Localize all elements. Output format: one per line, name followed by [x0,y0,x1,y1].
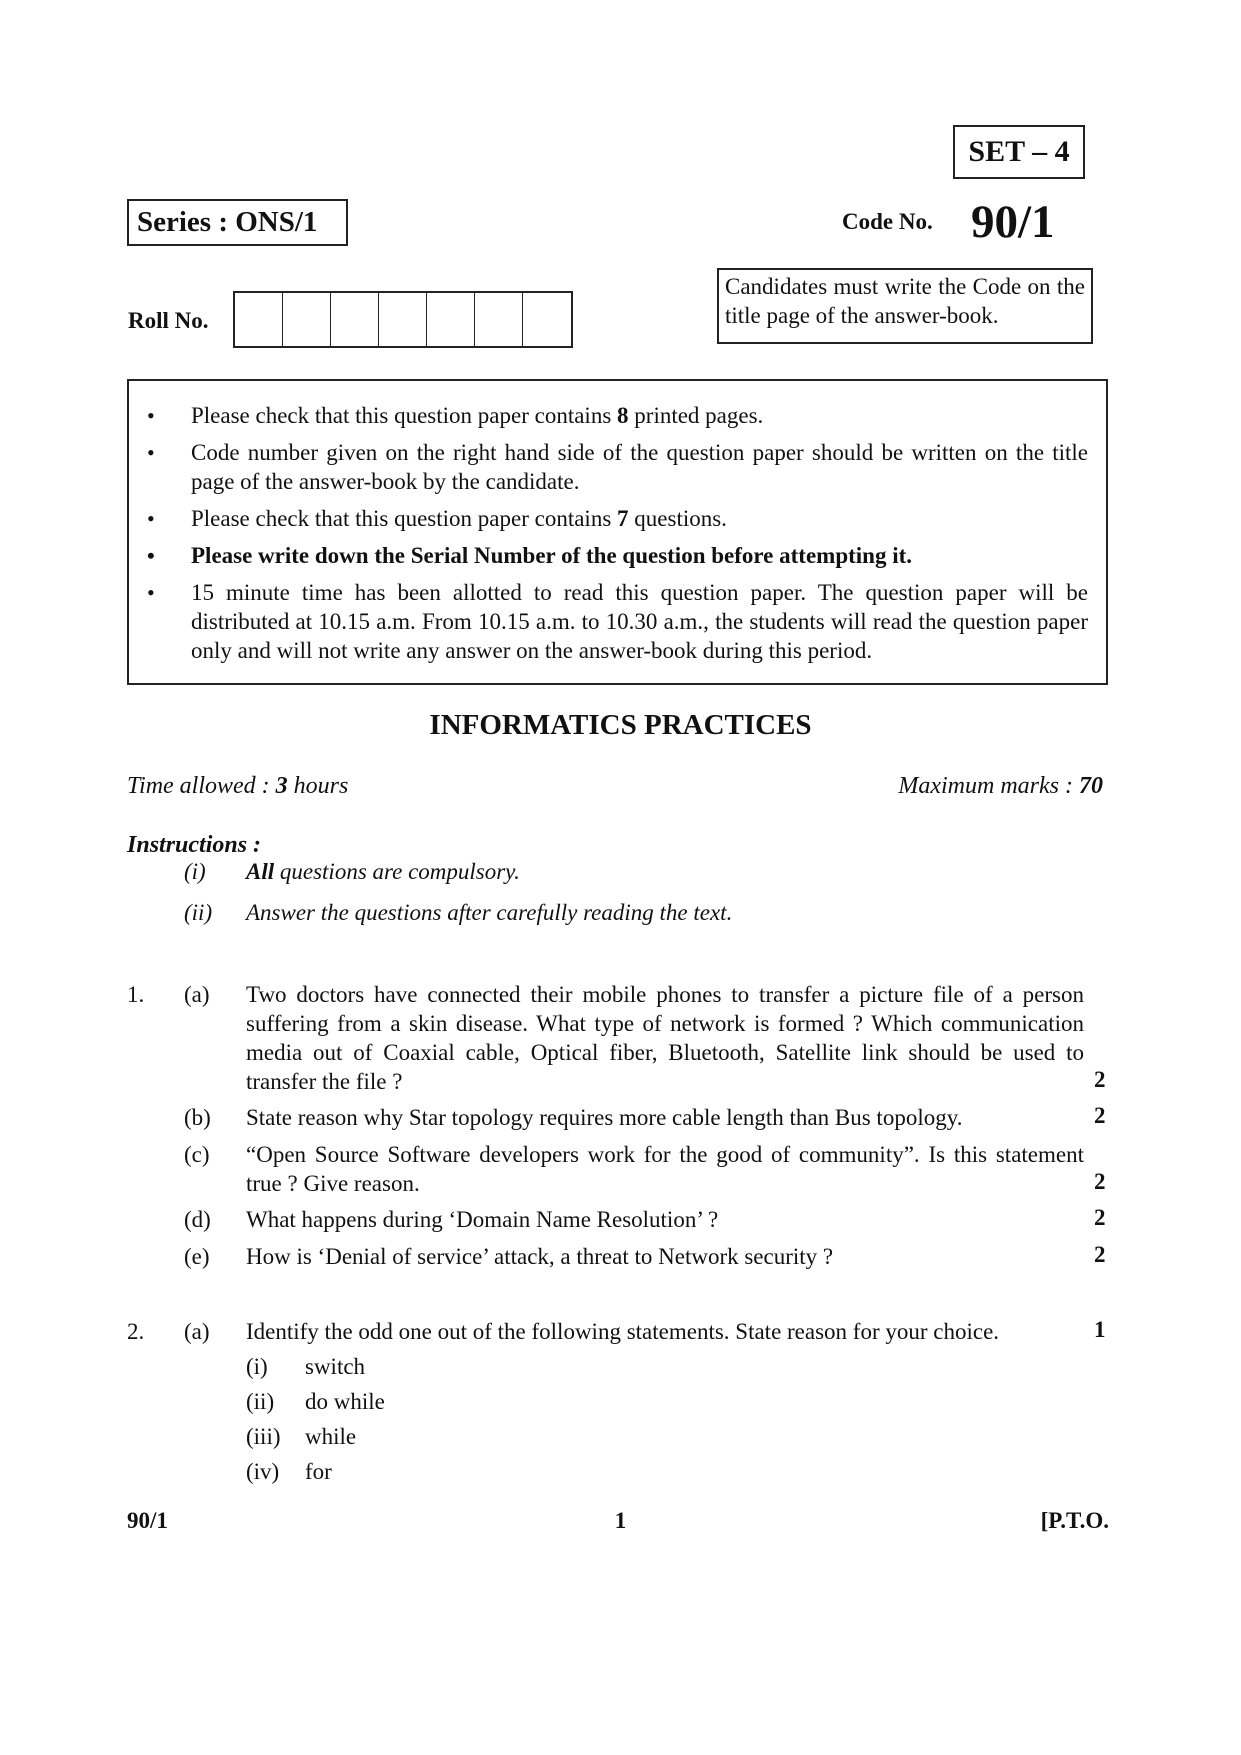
page-number: 1 [614,1508,627,1533]
question-text: State reason why Star topology requires more cable length than Bus topology. [246,1105,963,1130]
option-text: for [305,1459,332,1484]
time-allowed: Time allowed : 3 hours [127,773,349,799]
maximum-marks: Maximum marks : 70 [898,773,1103,799]
bullet-icon: • [147,580,155,605]
code-value: 90/1 [971,196,1055,248]
candidates-note: Candidates must write the Code on the title page of the answer-book. [717,268,1093,344]
roll-no-box[interactable] [331,293,379,346]
note-item: • Please check that this question paper contains 7 questions. [147,506,727,531]
instruction-number: (ii) [184,900,213,925]
option-text: while [305,1424,357,1449]
instructions-heading: Instructions : [127,832,262,858]
roll-no-label: Roll No. [128,308,209,333]
question-part-label: (e) [184,1244,210,1269]
question-part-label: (b) [184,1105,211,1130]
option-text: do while [305,1389,385,1414]
question-part-label: (d) [184,1207,211,1232]
option-number: (iii) [246,1424,281,1449]
bullet-icon: • [147,506,155,531]
question-marks: 2 [1094,1242,1106,1267]
note-item: • Code number given on the right hand side of the question paper should be written on the title page of the answer-book by the candidate. [147,440,1088,494]
question-text: Two doctors have connected their mobile phones to transfer a picture file of a person suffering from a skin disease. What type of network is formed ? Which communication media out of Coaxial cable, Optical fiber, Bluetooth, Satellite link should be used to transfer the file ? [246,982,1084,1094]
question-part-label: (c) [184,1142,210,1167]
question-number: 1. [127,982,145,1007]
note-item: • 15 minute time has been allotted to read this question paper. The question paper will be distributed at 10.15 a.m. From 10.15 a.m. to 10.30 a.m., the students will read the question paper only and will not write any answer on the answer-book during this period. [147,580,1088,663]
code-label: Code No. [842,209,933,234]
instruction-text: Answer the questions after carefully reading the text. [246,900,733,925]
footer-code: 90/1 [127,1508,168,1533]
note-item: • Please check that this question paper contains 8 printed pages. [147,403,764,428]
notes-box [127,379,1108,685]
bullet-icon: • [147,543,155,568]
set-label: SET – 4 [953,125,1085,179]
option-number: (ii) [246,1389,275,1414]
roll-no-box[interactable] [379,293,427,346]
bullet-icon: • [147,403,155,428]
footer-pto: [P.T.O. [1040,1508,1109,1533]
question-text: Identify the odd one out of the following statements. State reason for your choice. [246,1319,1000,1344]
note-item: • Please write down the Serial Number of the question before attempting it. [147,543,913,568]
instruction-number: (i) [184,859,206,884]
question-part-label: (a) [184,1319,210,1344]
paper-title: INFORMATICS PRACTICES [429,709,812,741]
roll-no-box[interactable] [427,293,475,346]
instruction-text: All questions are compulsory. [246,859,520,884]
question-text: How is ‘Denial of service’ attack, a threat to Network security ? [246,1244,834,1269]
question-number: 2. [127,1319,145,1344]
option-number: (iv) [246,1459,280,1484]
question-marks: 2 [1094,1067,1106,1092]
question-text: What happens during ‘Domain Name Resolution’ ? [246,1207,719,1232]
question-marks: 1 [1094,1317,1106,1342]
series-label: Series : ONS/1 [127,199,348,246]
question-part-label: (a) [184,982,210,1007]
roll-no-box[interactable] [523,293,571,346]
question-marks: 2 [1094,1205,1106,1230]
question-marks: 2 [1094,1103,1106,1128]
question-marks: 2 [1094,1169,1106,1194]
roll-no-box[interactable] [475,293,523,346]
option-number: (i) [246,1354,268,1379]
roll-no-box[interactable] [235,293,283,346]
bullet-icon: • [147,440,155,465]
question-text: “Open Source Software developers work for the good of community”. Is this statement true ? Give reason. [246,1142,1084,1196]
roll-no-box[interactable] [283,293,331,346]
option-text: switch [305,1354,366,1379]
roll-no-grid [233,291,573,348]
